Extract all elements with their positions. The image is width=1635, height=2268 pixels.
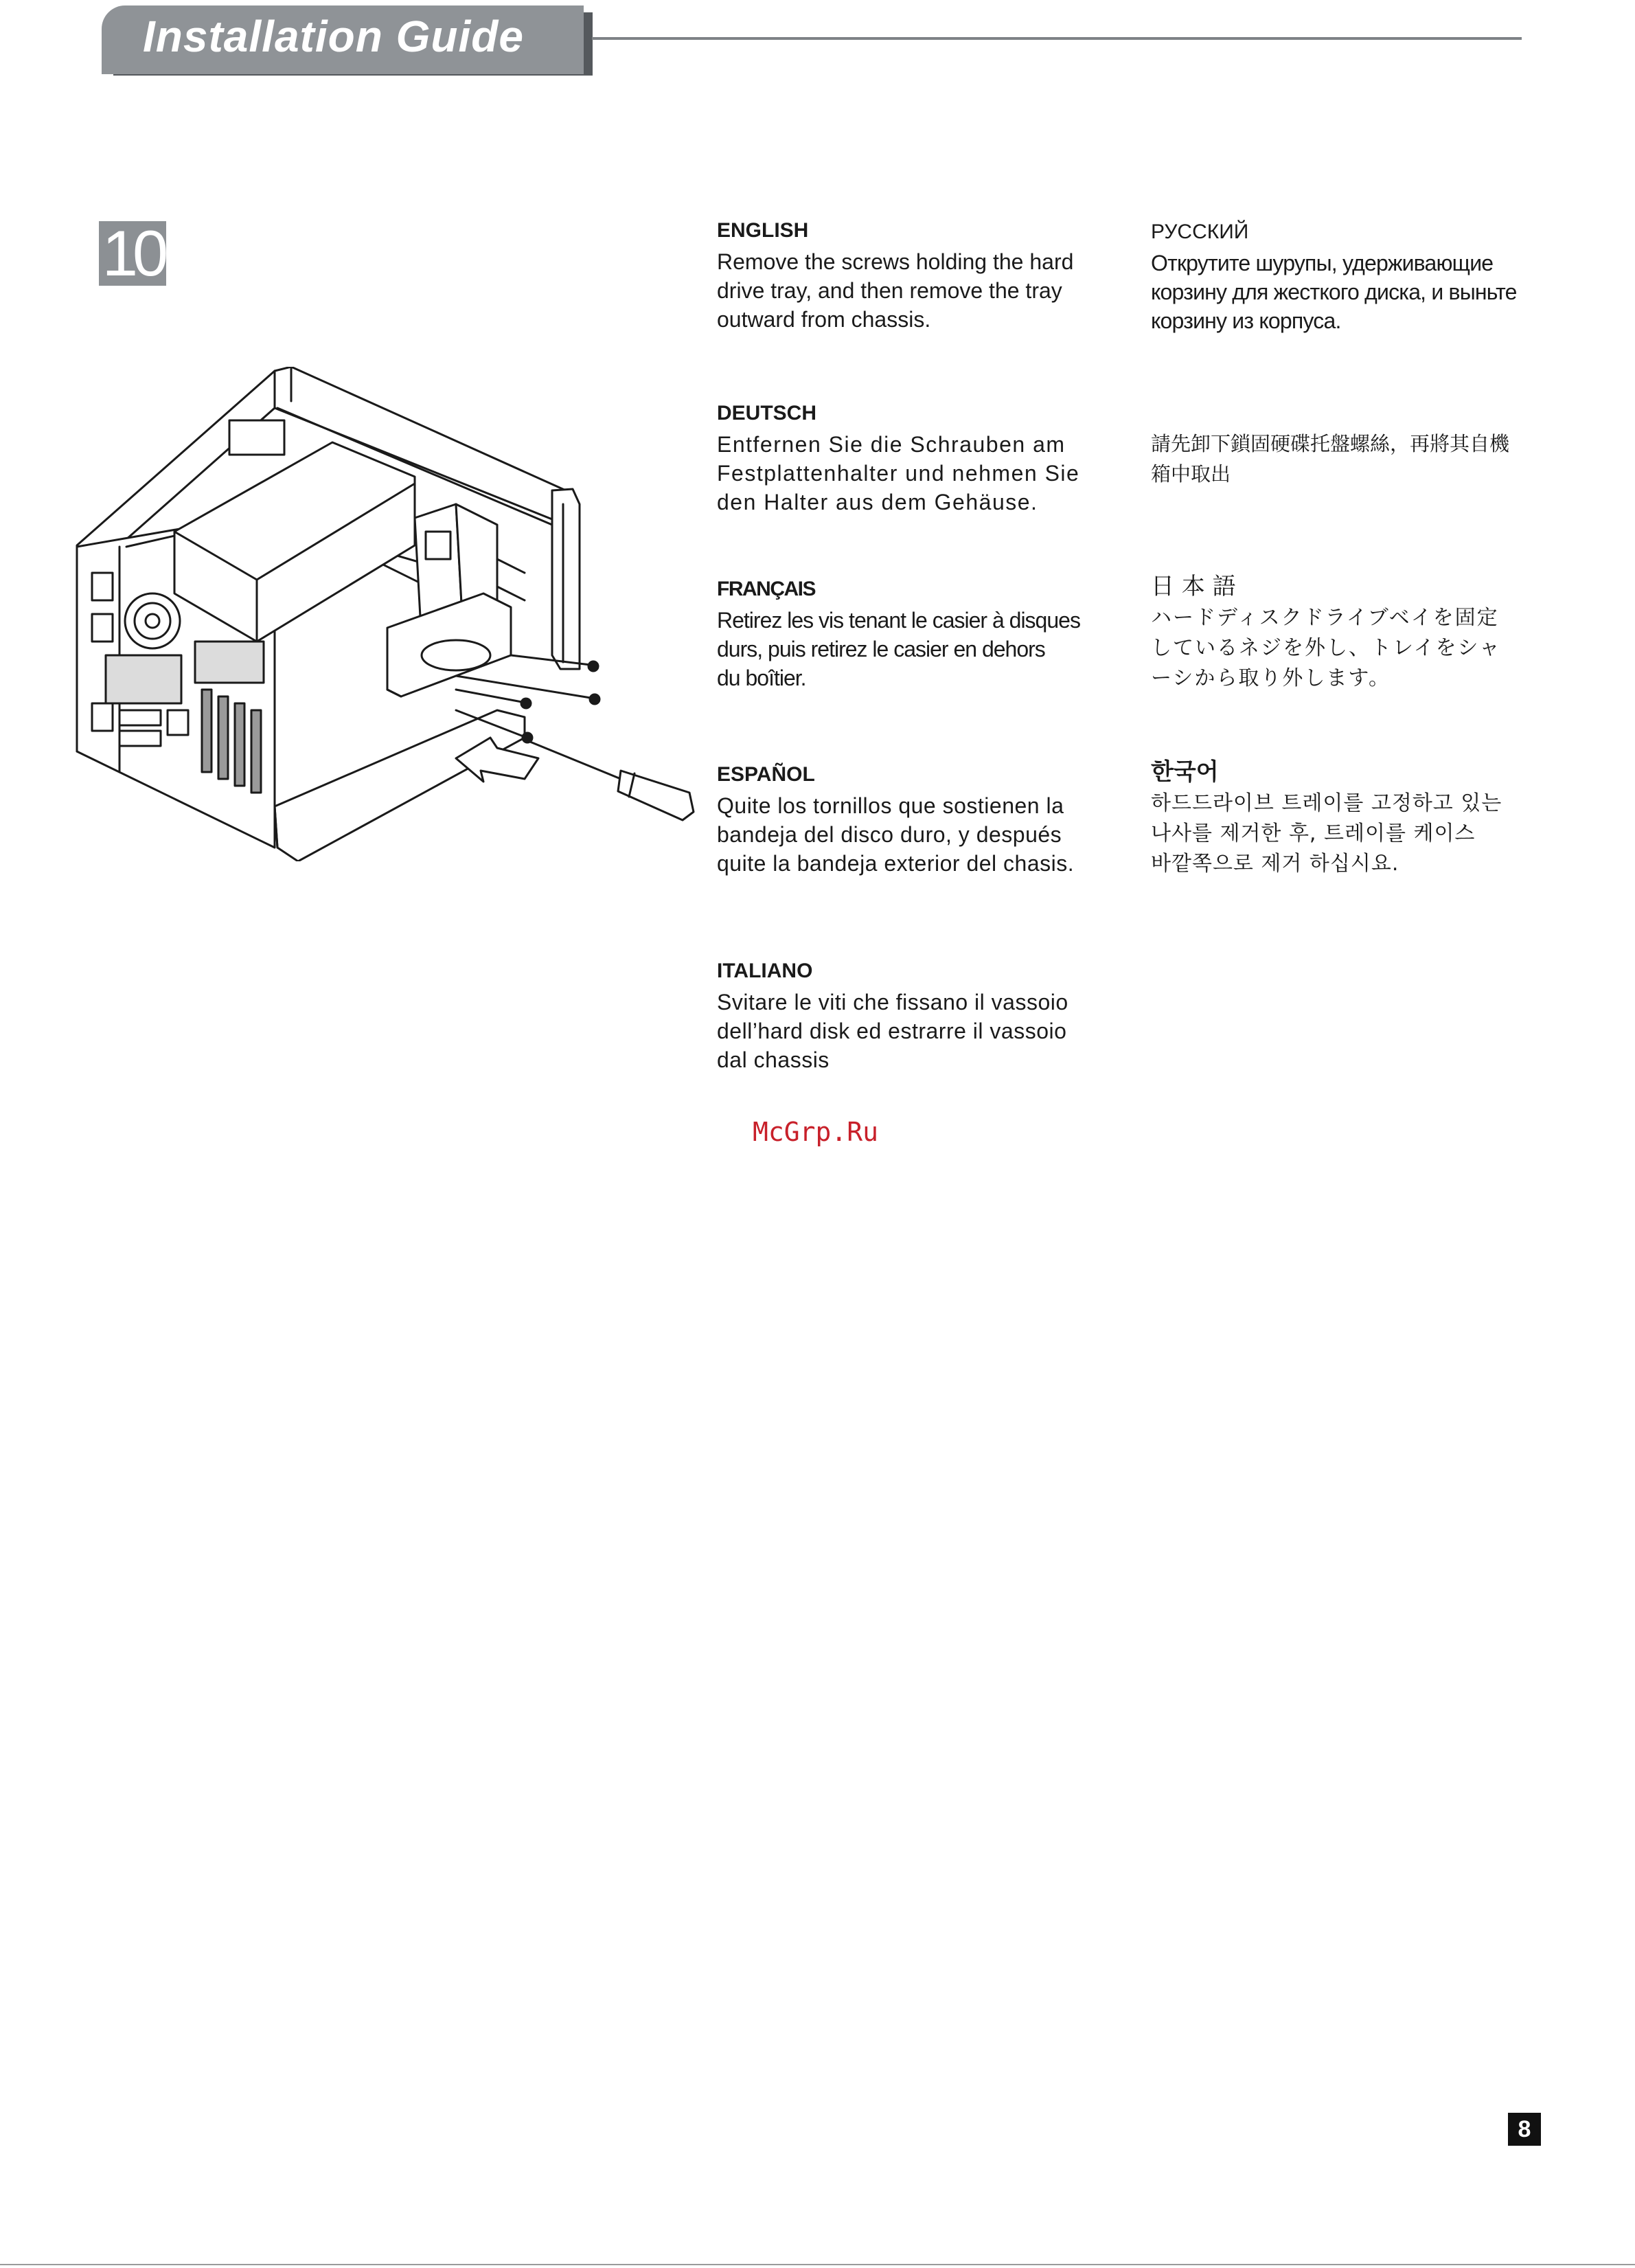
page-number: 8	[1508, 2113, 1541, 2146]
section-body-chinese: 請先卸下鎖固硬碟托盤螺絲，再將其自機 箱中取出	[1151, 432, 1510, 486]
section-heading-francais: FRANÇAIS	[717, 578, 815, 600]
section-russian	[1151, 220, 1549, 335]
section-body-italiano: Svitare le viti che fissano il vassoio dell’hard disk ed estrarre il vassoio dal chassis	[717, 990, 1068, 1072]
section-body-english: Remove the screws holding the hard drive tray, and then remove the tray outward from chassis.	[717, 249, 1074, 332]
section-heading-italiano: ITALIANO	[717, 960, 813, 982]
section-body-korean: 하드드라이브 트레이를 고정하고 있는 나사를 제거한 후, 트레이를 케이스 바깥쪽으로 제거 하십시요.	[1151, 791, 1502, 876]
screwdriver-icon	[530, 742, 694, 820]
section-korean	[1151, 760, 1549, 879]
section-heading-korean: 한국어	[1151, 758, 1219, 786]
computer-chassis-icon	[71, 367, 703, 861]
section-english	[717, 218, 1115, 334]
section-heading-english: ENGLISH	[717, 219, 809, 242]
page-title: Installation Guide	[143, 12, 524, 61]
section-body-francais: Retirez les vis tenant le casier à disques durs, puis retirez le casier en dehors du boîtier.	[717, 608, 1080, 690]
section-italiano	[717, 959, 1115, 1074]
section-body-japanese: ハードディスクドライブベイを固定 しているネジを外し、トレイをシャ ーシから取り外します。	[1151, 606, 1501, 690]
section-espanol	[717, 762, 1115, 878]
section-heading-japanese: 日 本 語	[1151, 573, 1236, 600]
section-body-russian: Открутите шурупы, удерживающие корзину для жесткого диска, и выньте корзину из корпуса.	[1151, 251, 1517, 333]
section-body-deutsch: Entfernen Sie die Schrauben am Festplattenhalter und nehmen Sie den Halter aus dem Gehäuse.	[717, 432, 1080, 514]
section-heading-russian: РУССКИЙ	[1151, 220, 1249, 243]
section-chinese	[1151, 429, 1549, 489]
section-francais	[717, 577, 1115, 692]
watermark-text: McGrp.Ru	[753, 1117, 879, 1147]
section-heading-deutsch: DEUTSCH	[717, 402, 817, 424]
section-heading-espanol: ESPAÑOL	[717, 763, 815, 786]
section-deutsch	[717, 401, 1115, 517]
section-body-espanol: Quite los tornillos que sostienen la bandeja del disco duro, y después quite la bandeja exterior del chasis.	[717, 793, 1075, 876]
bottom-rule	[0, 2264, 1635, 2265]
step-number: 10	[99, 221, 166, 286]
header-rule	[592, 37, 1522, 40]
section-japanese	[1151, 574, 1549, 694]
